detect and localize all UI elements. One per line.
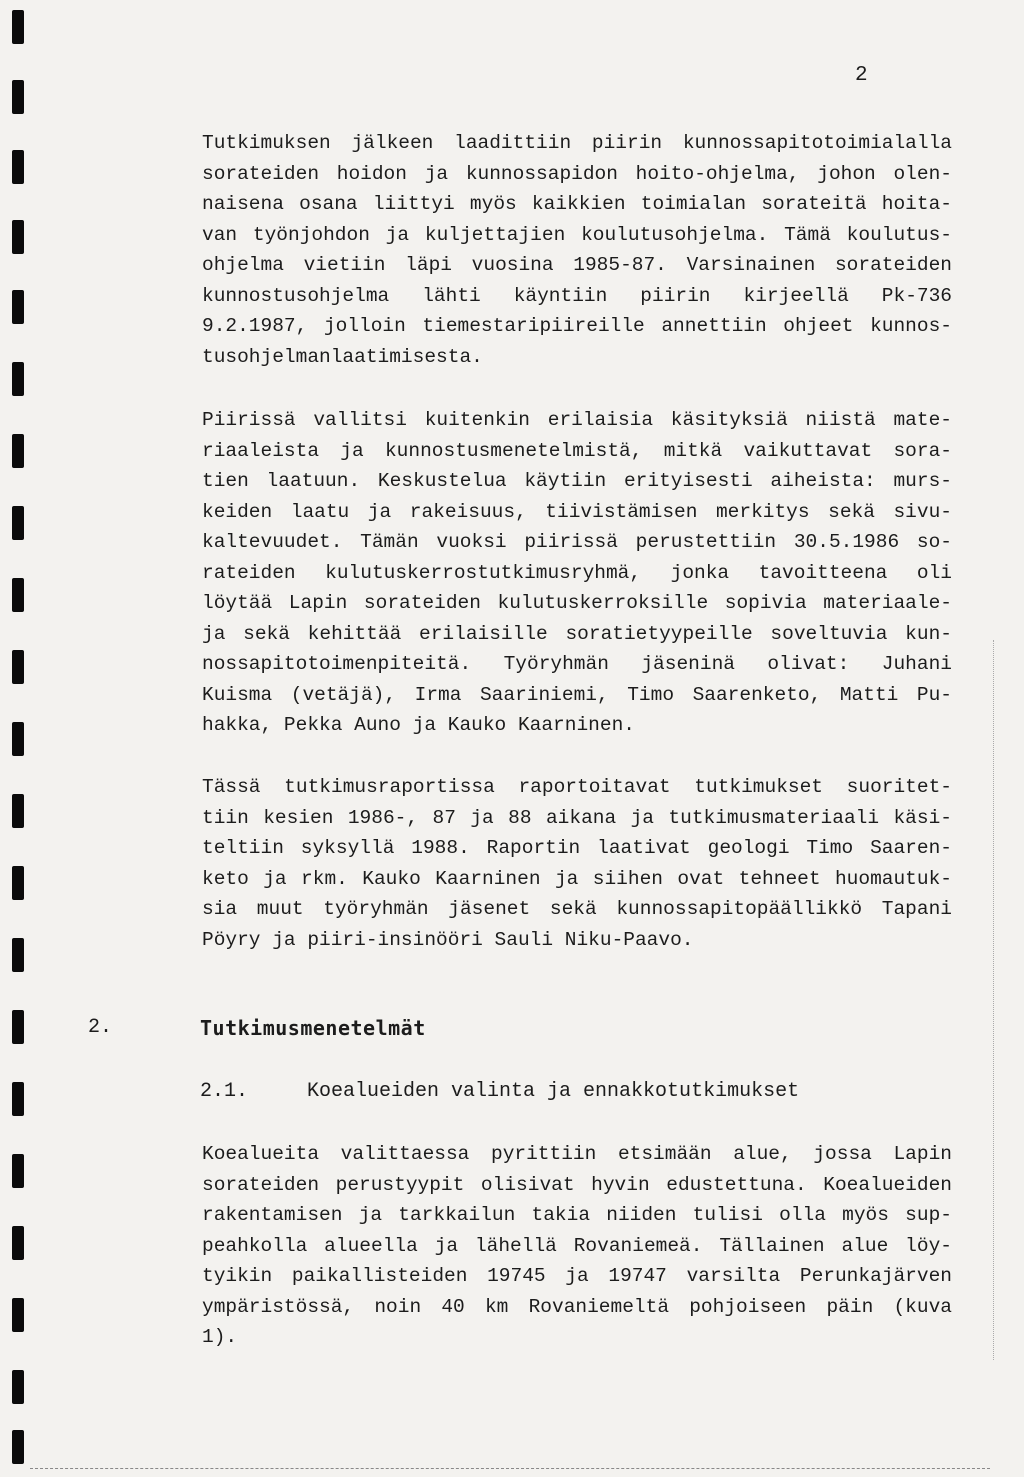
- text-line: keto ja rkm. Kauko Kaarninen ja siihen ovat tehneet huomautuk-: [202, 867, 952, 890]
- binding-hole: [12, 938, 24, 972]
- binding-hole: [12, 722, 24, 756]
- text-line: rakentamisen ja tarkkailun takia niiden tulisi olla myös sup-: [202, 1204, 952, 1226]
- paragraph-4: [202, 1139, 952, 1353]
- binding-hole: [12, 578, 24, 612]
- text-line: kaltevuudet. Tämän vuoksi piirissä perustettiin 30.5.1986 so-: [202, 531, 952, 553]
- page-edge-line: [30, 1468, 990, 1469]
- subsection-heading: Koealueiden valinta ja ennakkotutkimukset: [307, 1080, 800, 1103]
- binding-hole: [12, 1010, 24, 1044]
- binding-hole: [12, 150, 24, 184]
- section-number: 2.: [88, 1016, 113, 1039]
- binding-hole: [12, 10, 24, 44]
- text-line: teltiin syksyllä 1988. Raportin laativat geologi Timo Saaren-: [202, 837, 952, 859]
- text-line: keiden laatu ja rakeisuus, tiivistämisen merkitys sekä sivu-: [202, 500, 952, 523]
- binding-hole: [12, 506, 24, 540]
- section-heading: Tutkimusmenetelmät: [200, 1016, 426, 1040]
- text-line: ohjelma vietiin läpi vuosina 1985-87. Varsinainen sorateiden: [202, 254, 952, 276]
- paragraph-3: [202, 772, 952, 955]
- text-line: Pöyry ja piiri-insinööri Sauli Niku-Paavo.: [202, 928, 694, 951]
- text-line: van työnjohdon ja kuljettajien koulutusohjelma. Tämä koulutus-: [202, 223, 952, 246]
- binding-hole: [12, 794, 24, 828]
- page-right-edge: [993, 640, 994, 1360]
- text-line: 9.2.1987, jolloin tiemestaripiireille annettiin ohjeet kunnos-: [202, 315, 952, 337]
- text-line: sorateiden perustyypit olisivat hyvin edustettuna. Koealueiden: [202, 1173, 952, 1196]
- text-line: tien laatuun. Keskustelua käytiin erityisesti aiheista: murs-: [202, 470, 952, 492]
- text-line: sorateiden hoidon ja kunnossapidon hoito-ohjelma, johon olen-: [202, 162, 952, 185]
- text-line: sia muut työryhmän jäsenet sekä kunnossapitopäällikkö Tapani: [202, 898, 952, 920]
- text-line: löytää Lapin sorateiden kulutuskerroksille sopivia materiaale-: [202, 592, 952, 614]
- text-line: ja sekä kehittää erilaisille soratietyypeille soveltuvia kun-: [202, 622, 952, 645]
- text-line: kunnostusohjelma lähti käyntiin piirin kirjeellä Pk-736: [202, 284, 952, 307]
- binding-hole: [12, 1298, 24, 1332]
- text-line: naisena osana liittyi myös kaikkien toimialan sorateitä hoita-: [202, 193, 952, 215]
- text-line: tiin kesien 1986-, 87 ja 88 aikana ja tutkimusmateriaali käsi-: [202, 806, 952, 829]
- binding-hole: [12, 290, 24, 324]
- subsection-number: 2.1.: [200, 1080, 249, 1103]
- binding-hole: [12, 80, 24, 114]
- text-line: Tässä tutkimusraportissa raportoitavat tutkimukset suoritet-: [202, 776, 952, 798]
- binding-hole: [12, 434, 24, 468]
- binding-hole: [12, 866, 24, 900]
- text-line: rateiden kulutuskerrostutkimusryhmä, jonka tavoitteena oli: [202, 561, 952, 584]
- text-line: tusohjelmanlaatimisesta.: [202, 345, 483, 368]
- text-line: ympäristössä, noin 40 km Rovaniemeltä pohjoiseen päin (kuva: [202, 1295, 952, 1318]
- binding-hole: [12, 362, 24, 396]
- page-number: 2: [855, 64, 868, 87]
- text-line: 1).: [202, 1326, 238, 1348]
- binding-holes: [12, 0, 26, 1477]
- text-line: nossapitotoimenpiteitä. Työryhmän jäseninä olivat: Juhani: [202, 653, 952, 675]
- text-line: Tutkimuksen jälkeen laadittiin piirin kunnossapitotoimialalla: [202, 132, 952, 154]
- binding-hole: [12, 1226, 24, 1260]
- binding-hole: [12, 1154, 24, 1188]
- text-line: riaaleista ja kunnostusmenetelmistä, mitkä vaikuttavat sora-: [202, 439, 952, 462]
- binding-hole: [12, 1370, 24, 1404]
- binding-hole: [12, 220, 24, 254]
- text-line: peahkolla alueella ja lähellä Rovaniemeä. Tällainen alue löy-: [202, 1234, 952, 1257]
- text-line: Koealueita valittaessa pyrittiin etsimään alue, jossa Lapin: [202, 1143, 952, 1165]
- paragraph-1: [202, 128, 952, 372]
- paragraph-2: [202, 405, 952, 741]
- binding-hole: [12, 1430, 24, 1464]
- text-line: Kuisma (vetäjä), Irma Saariniemi, Timo Saarenketo, Matti Pu-: [202, 683, 952, 706]
- text-line: tyikin paikallisteiden 19745 ja 19747 varsilta Perunkajärven: [202, 1265, 952, 1287]
- text-line: Piirissä vallitsi kuitenkin erilaisia käsityksiä niistä mate-: [202, 409, 952, 431]
- binding-hole: [12, 1082, 24, 1116]
- binding-hole: [12, 650, 24, 684]
- text-line: hakka, Pekka Auno ja Kauko Kaarninen.: [202, 714, 635, 736]
